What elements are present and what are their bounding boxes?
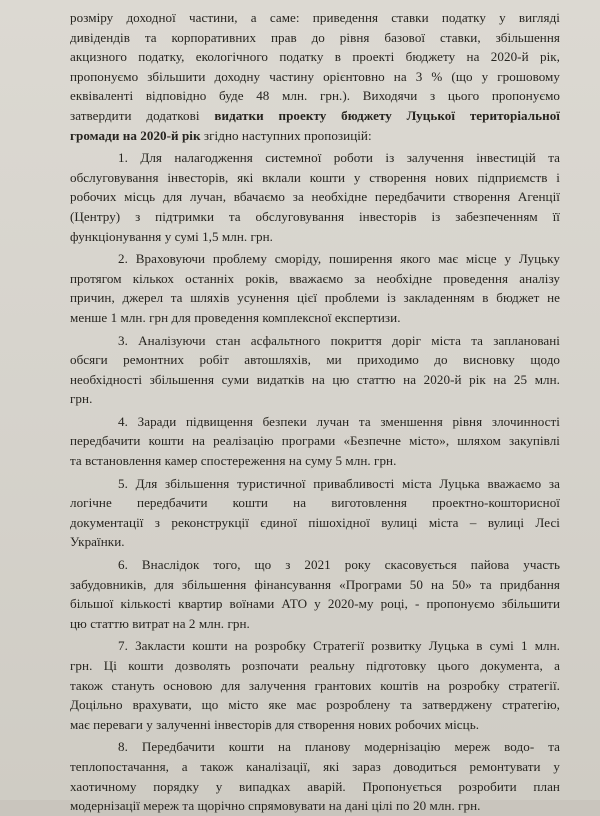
text-line: дивідендів та корпоративних прав до рівня базової ставки, збільшення [70, 29, 560, 45]
paragraph-item-4 [70, 412, 560, 471]
text-line: та встановлення камер спостереження на суму 5 млн. грн. [70, 453, 397, 469]
text-line: робочих місць для лучан, вбачаємо за необхідне передбачити створення Агенції [70, 189, 560, 205]
text-line: хаотичному порядку у випадках аварій. Пропонується розробити план [70, 778, 560, 794]
text-line: більшої кількості квартир воїнами АТО у 2020-му році, - пропонуємо збільшити [70, 596, 560, 612]
paragraph-item-6 [70, 555, 560, 633]
text-line: модернізації мереж та щорічно спрямовувати на дані цілі по 20 млн. грн. [70, 798, 481, 814]
text-line: протягом кількох останніх років, вважаємо за необхідне проведення аналізу [70, 270, 560, 286]
text-line: обсяги ремонтних робіт автошляхів, ми приходимо до висновку щодо [70, 352, 560, 368]
text-line: акцизного податку, екологічного податку в проекті бюджету на 2020-й рік, [70, 49, 560, 65]
text-line: має переваги у залученні інвесторів для створення нових робочих місць. [70, 716, 480, 732]
bold-line-before: затвердити додаткові [70, 107, 215, 123]
text-line: функціонування у сумі 1,5 млн. грн. [70, 228, 273, 244]
text-line: розміру доходної частини, а саме: приведення ставки податку у вигляді [70, 10, 560, 25]
text-line: забудовників, для збільшення фінансування «Програми 50 на 50» та придбання [70, 576, 560, 592]
text-line: Доцільно врахувати, що місто яке має розроблену та затверджену стратегію, [70, 697, 560, 713]
text-line: 4. Заради підвищення безпеки лучан та зменшення рівня злочинності [118, 413, 560, 429]
text-line-bold [70, 126, 560, 146]
text-line: грн. [70, 391, 93, 407]
text-line: теплопостачання, а також каналізації, які зараз доводиться ремонтувати у [70, 758, 560, 774]
paragraph-item-3 [70, 331, 560, 409]
text-line: 6. Внаслідок того, що з 2021 року скасовується пайова участь [118, 557, 560, 573]
paragraph-item-1 [70, 148, 560, 246]
paragraph-item-8 [70, 737, 560, 815]
text-line: грн. Ці кошти дозволять розпочати реальну підготовку цього документа, а [70, 658, 560, 673]
text-line: 2. Враховуючи проблему сморіду, поширення якого має місце у Луцьку [118, 251, 560, 267]
text-line: менше 1 млн. грн для проведення комплексної експертизи. [70, 309, 401, 325]
document-body [70, 8, 560, 816]
text-line: (Центру) з підтримки та обслуговування інвесторів із забезпеченням її [70, 208, 560, 224]
text-line: документації з реконструкції єдиної пішохідної вулиці міста – вулиці Лесі [70, 514, 560, 530]
bold-line-after: згідно наступних пропозицій: [200, 127, 372, 143]
paragraph-item-7 [70, 636, 560, 734]
text-line: еквіваленті відповідно буде 48 млн. грн.). Виходячи з цього пропонуємо [70, 88, 560, 104]
paragraph-item-2 [70, 249, 560, 327]
text-line: логічне передбачити кошти на виготовлення проектно-кошторисної [70, 495, 560, 511]
text-line: 1. Для налагодження системної роботи із залучення інвестицій та [118, 150, 560, 166]
text-line: цю статтю витрат на 2 млн. грн. [70, 615, 250, 631]
text-line: передбачити кошти на реалізацію програми «Безпечне місто», шляхом закупівлі [70, 433, 560, 449]
text-line: Українки. [70, 534, 125, 550]
text-line: 7. Закласти кошти на розробку Стратегії розвитку Луцька в сумі 1 млн. [118, 638, 560, 654]
text-line: 3. Аналізуючи стан асфальтного покриття доріг міста та заплановані [118, 332, 560, 348]
paragraph-item-5 [70, 474, 560, 552]
text-line-bold [70, 106, 560, 126]
text-line: 8. Передбачити кошти на планову модернізацію мереж водо- та [118, 739, 560, 755]
text-line: обслуговування інвесторів, які вклали кошти у створення нових підприємств і [70, 169, 560, 185]
paragraph-intro [70, 8, 560, 145]
bold-line-emphasis-2: громади на 2020-й рік [70, 127, 201, 143]
text-line: причин, джерел та шляхів усунення цієї проблеми із закладенням в бюджет не [70, 290, 560, 306]
text-line: необхідності збільшення суми видатків на цю статтю на 2020-й рік на 25 млн. [70, 371, 560, 387]
text-line: 5. Для збільшення туристичної привабливості міста Луцька вважаємо за [118, 475, 560, 491]
text-line: пропонуємо збільшити доходну частину орієнтовно на 3 % (що у грошовому [70, 68, 560, 84]
bold-line-emphasis: видатки проекту бюджету Луцької територіальної [214, 107, 560, 123]
text-line: також стануть основою для залучення грантових коштів на розробку стратегії. [70, 677, 560, 693]
